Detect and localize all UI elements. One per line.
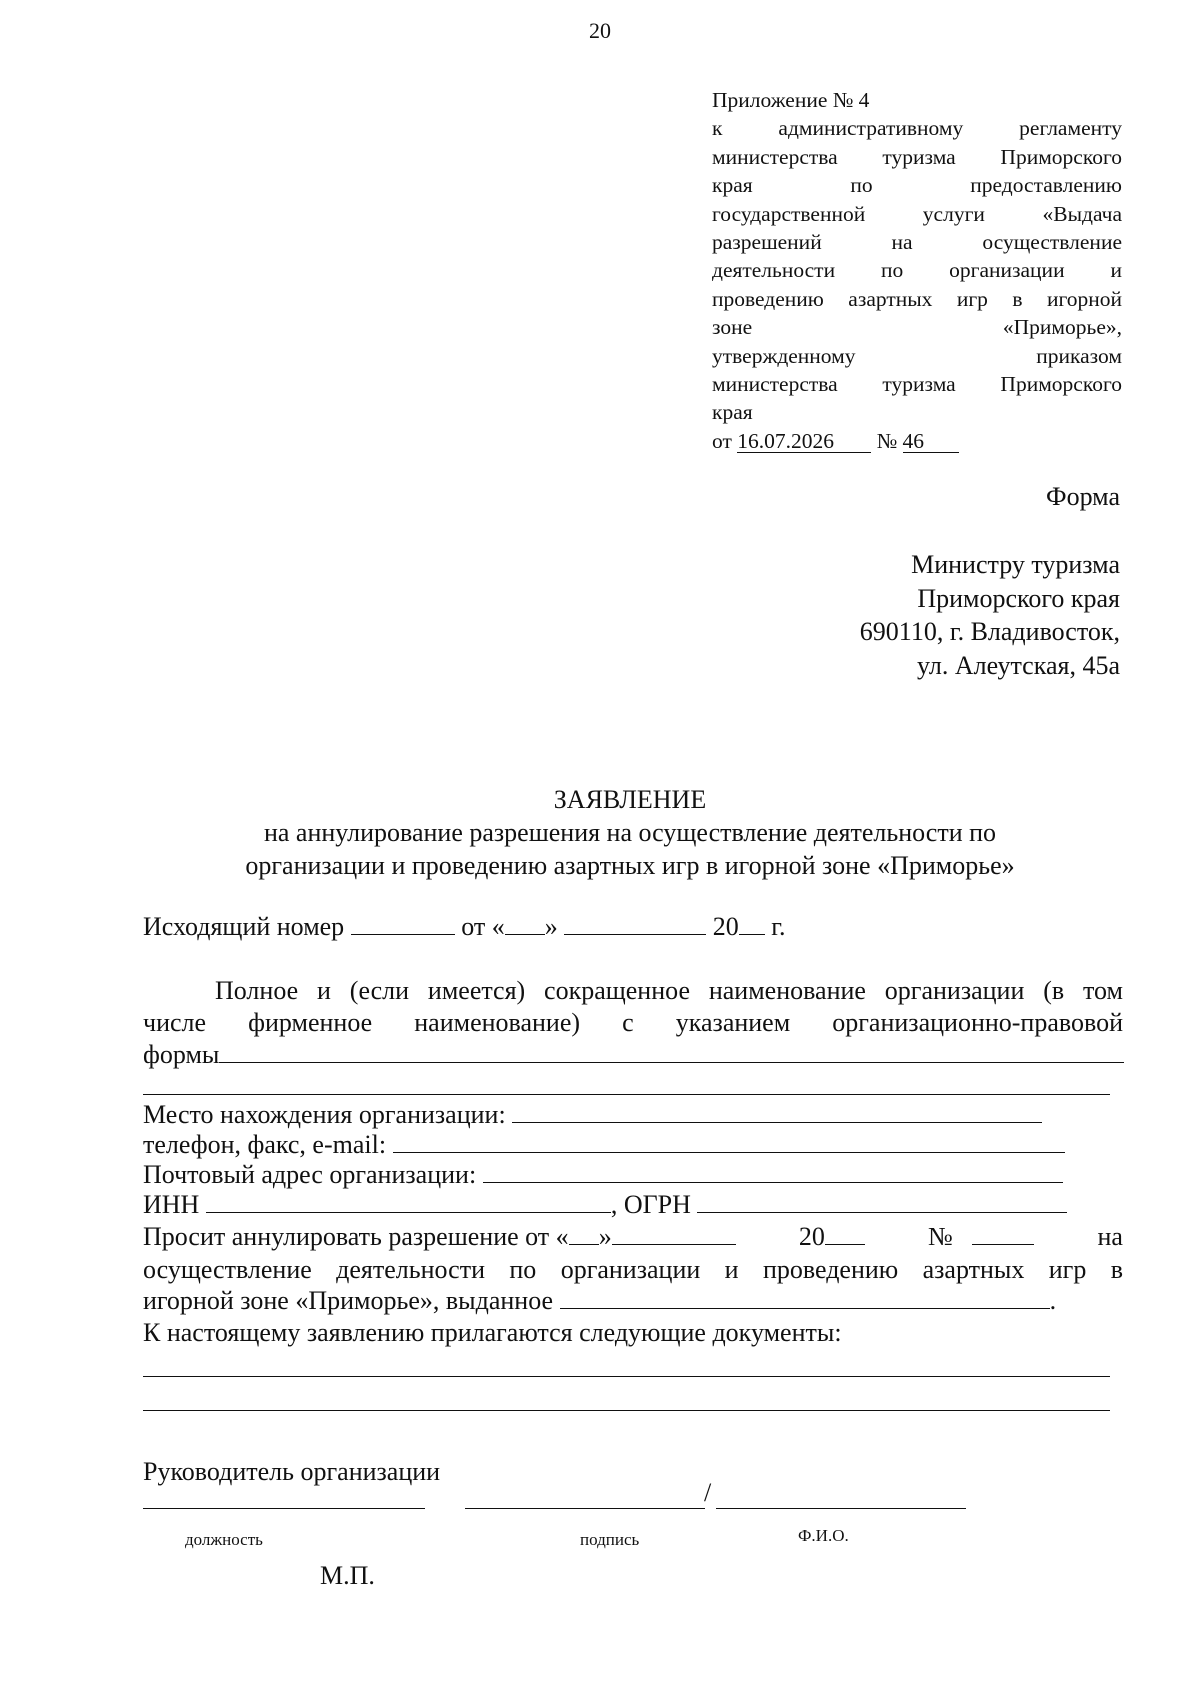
outgoing-year-field[interactable] bbox=[739, 912, 765, 935]
request-period: . bbox=[1049, 1286, 1057, 1315]
addressee-line: 690110, г. Владивосток, bbox=[859, 617, 1120, 646]
fio-field[interactable] bbox=[716, 1508, 966, 1509]
request-quote: » bbox=[598, 1222, 612, 1251]
appendix-line: министерства туризма Приморского bbox=[712, 144, 1122, 169]
permit-number-field[interactable] bbox=[972, 1222, 1034, 1245]
addressee-line: Министру туризма bbox=[911, 550, 1120, 579]
permit-year: 20 bbox=[798, 1222, 825, 1251]
appendix-date-line bbox=[712, 427, 1122, 455]
signature-slash: / bbox=[704, 1478, 712, 1507]
addressee-block bbox=[720, 548, 1120, 682]
permit-day-field[interactable] bbox=[569, 1222, 599, 1245]
appendix-line: разрешений на осуществление bbox=[712, 229, 1122, 254]
appendix-line: министерства туризма Приморского bbox=[712, 371, 1122, 396]
outgoing-number-field[interactable] bbox=[351, 912, 455, 935]
order-date: 16.07.2026 bbox=[737, 430, 871, 453]
org-name-line: Полное и (если имеется) сокращенное наименование организации (в том bbox=[215, 976, 1123, 1005]
form-label: Форма bbox=[1046, 482, 1120, 511]
request-row-1 bbox=[143, 1222, 1123, 1252]
outgoing-label: Исходящий номер bbox=[143, 912, 345, 941]
issued-by-label: игорной зоне «Приморье», выданное bbox=[143, 1286, 554, 1315]
permit-year-field[interactable] bbox=[825, 1222, 865, 1245]
appendix-line: к административному регламенту bbox=[712, 116, 1122, 141]
outgoing-quote: » bbox=[544, 912, 558, 941]
outgoing-month-field[interactable] bbox=[564, 912, 706, 935]
request-text bbox=[143, 1222, 736, 1252]
request-year-group bbox=[799, 1222, 865, 1252]
postal-row bbox=[143, 1160, 1063, 1190]
inn-label: ИНН bbox=[143, 1190, 200, 1219]
org-name-line: числе фирменное наименование) с указанием организационно-правовой bbox=[143, 1008, 1123, 1037]
appendix-block bbox=[712, 86, 1122, 455]
org-name-form-row bbox=[143, 1040, 1124, 1070]
number-prefix: № bbox=[876, 428, 898, 453]
location-label: Место нахождения организации: bbox=[143, 1100, 506, 1129]
title-line: на аннулирование разрешения на осуществление деятельности по bbox=[263, 818, 997, 847]
attachments-label: К настоящему заявлению прилагаются следующие документы: bbox=[143, 1318, 842, 1347]
signature-caption: подпись bbox=[580, 1530, 640, 1549]
appendix-line: утвержденному приказом bbox=[712, 343, 1122, 368]
permit-number-label: № bbox=[928, 1222, 953, 1251]
signature-field[interactable] bbox=[465, 1508, 705, 1509]
postal-field[interactable] bbox=[483, 1160, 1063, 1183]
attachments-field-2[interactable] bbox=[143, 1410, 1110, 1411]
request-row-3 bbox=[143, 1286, 1056, 1316]
location-field[interactable] bbox=[512, 1100, 1042, 1123]
fio-caption: Ф.И.О. bbox=[798, 1526, 849, 1545]
org-name-field[interactable] bbox=[219, 1040, 1124, 1063]
title-heading: ЗАЯВЛЕНИЕ bbox=[553, 785, 707, 814]
request-number-group bbox=[928, 1222, 1034, 1252]
contacts-row bbox=[143, 1130, 1065, 1160]
appendix-line: зоне «Приморье», bbox=[712, 315, 1122, 340]
outgoing-year: 20 bbox=[712, 912, 739, 941]
page-number: 20 bbox=[589, 18, 611, 43]
request-line-2: осуществление деятельности по организации и проведению азартных игр в bbox=[143, 1255, 1123, 1284]
outgoing-day-field[interactable] bbox=[505, 912, 545, 935]
title-line: организации и проведению азартных игр в игорной зоне «Приморье» bbox=[245, 851, 1015, 880]
outgoing-year-suffix: г. bbox=[771, 912, 786, 941]
appendix-line: края bbox=[712, 400, 753, 425]
appendix-line: проведению азартных игр в игорной bbox=[712, 286, 1122, 311]
position-caption: должность bbox=[185, 1530, 263, 1549]
attachments-field-1[interactable] bbox=[143, 1376, 1110, 1377]
appendix-line: края по предоставлению bbox=[712, 173, 1122, 198]
contacts-field[interactable] bbox=[393, 1130, 1065, 1153]
outgoing-number-row bbox=[143, 912, 785, 942]
addressee-line: Приморского края bbox=[917, 583, 1120, 613]
outgoing-from: от « bbox=[461, 912, 505, 941]
inn-field[interactable] bbox=[206, 1190, 611, 1213]
issued-by-field[interactable] bbox=[560, 1286, 1050, 1309]
date-prefix: от bbox=[712, 428, 732, 453]
postal-label: Почтовый адрес организации: bbox=[143, 1160, 477, 1189]
org-form-label: формы bbox=[143, 1040, 220, 1069]
permit-month-field[interactable] bbox=[612, 1222, 736, 1245]
org-name-field-extra[interactable] bbox=[143, 1094, 1110, 1095]
addressee-line: ул. Алеутская, 45а bbox=[917, 650, 1120, 680]
appendix-line: государственной услуги «Выдача bbox=[712, 201, 1122, 226]
document-title bbox=[140, 783, 1120, 882]
stamp-place: М.П. bbox=[320, 1561, 375, 1590]
request-on: на bbox=[1097, 1222, 1123, 1251]
inn-ogrn-row bbox=[143, 1190, 1067, 1220]
location-row bbox=[143, 1100, 1042, 1130]
position-field[interactable] bbox=[143, 1508, 425, 1509]
request-from: Просит аннулировать разрешение от « bbox=[143, 1222, 569, 1251]
order-number: 46 bbox=[903, 430, 959, 453]
appendix-line: деятельности по организации и bbox=[712, 258, 1122, 283]
ogrn-label: , ОГРН bbox=[610, 1190, 691, 1219]
ogrn-field[interactable] bbox=[697, 1190, 1067, 1213]
contacts-label: телефон, факс, e-mail: bbox=[143, 1130, 387, 1159]
appendix-line: Приложение № 4 bbox=[712, 88, 870, 112]
signature-head: Руководитель организации bbox=[143, 1457, 441, 1486]
